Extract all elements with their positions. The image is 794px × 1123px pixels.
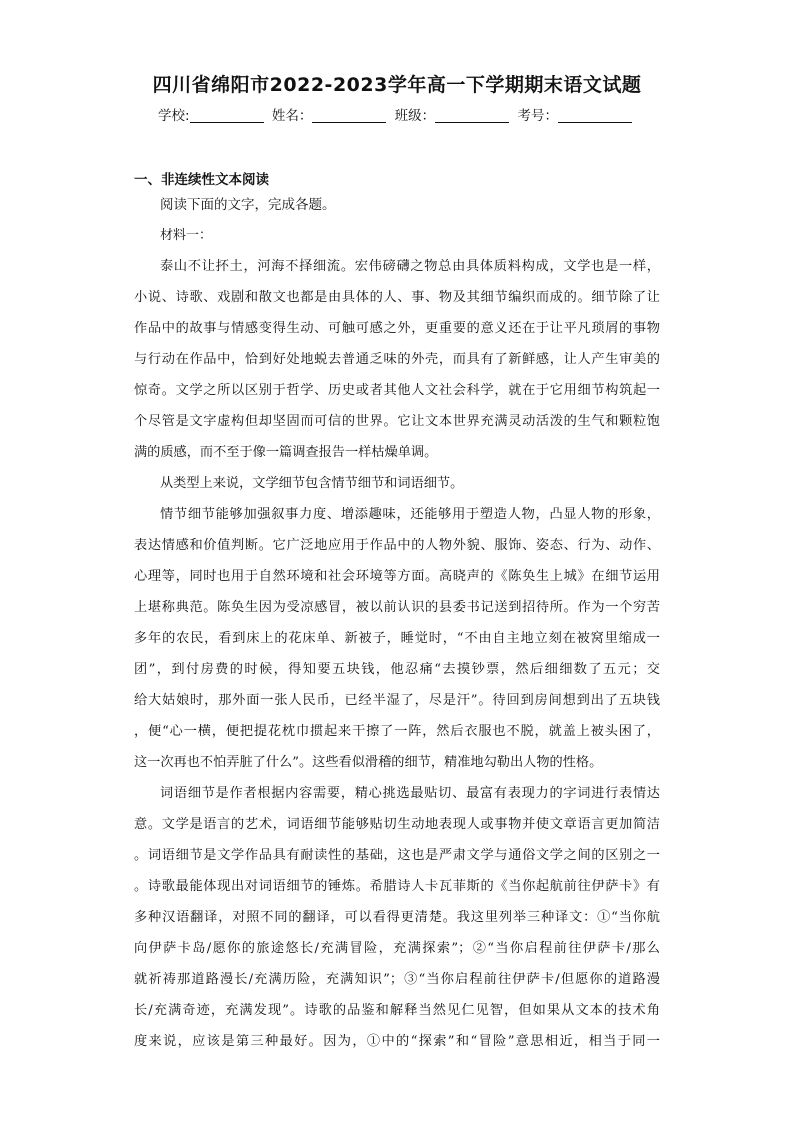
passage-line: 给大姑娘时，那外面一张人民币，已经半湿了，尽是汗”。待回到房间想到出了五块钱 bbox=[134, 693, 660, 708]
section-heading: 一、非连续性文本阅读 bbox=[134, 172, 269, 188]
passage-line: 长/充满奇迹，充满发现”。诗歌的品鉴和解释当然见仁见智，但如果从文本的技术角 bbox=[134, 1003, 660, 1018]
name-label: 姓名： bbox=[271, 108, 313, 124]
exam-number-label: 考号： bbox=[517, 108, 558, 124]
instruction-text: 阅读下面的文字，完成各题。 bbox=[160, 197, 336, 213]
passage-line: 从类型上来说，文学细节包含情节细节和词语细节。 bbox=[160, 476, 464, 491]
passage-line: 就祈祷那道路漫长/充满历险，充满知识”；③“当你启程前往伊萨卡/但愿你的道路漫 bbox=[134, 972, 660, 987]
school-label: 学校: bbox=[158, 108, 190, 124]
passage-line: 上堪称典范。陈奂生因为受凉感冒，被以前认识的县委书记送到招待所。作为一个穷苦 bbox=[134, 600, 660, 615]
passage-line: 情节细节能够加强叙事力度、增添趣味，还能够用于塑造人物，凸显人物的形象， bbox=[160, 507, 660, 522]
passage-line: 与行动在作品中，恰到好处地蜕去普通乏味的外壳，而具有了新鲜感，让人产生审美的 bbox=[134, 352, 660, 367]
passage-line: 。诗歌最能体现出对词语细节的锤炼。希腊诗人卡瓦菲斯的《当你起航前往伊萨卡》有 bbox=[134, 879, 660, 894]
class-label: 班级： bbox=[394, 108, 436, 124]
passage-line: 。词语细节是文学作品具有耐读性的基础，这也是严肃文学与通俗文学之间的区别之一 bbox=[134, 848, 660, 863]
passage-line: 个尽管是文字虚构但却坚固而可信的世界。它让文本世界充满灵动活泼的生气和颗粒饱 bbox=[134, 414, 660, 429]
passage-line: 意。文学是语言的艺术，词语细节能够贴切生动地表现人或事物并使文章语言更加简洁 bbox=[134, 817, 660, 832]
page-title: 四川省绵阳市2022-2023学年高一下学期期末语文试题 bbox=[152, 74, 642, 96]
class-blank[interactable] bbox=[435, 108, 509, 123]
passage-line: 词语细节是作者根据内容需要，精心挑选最贴切、最富有表现力的字词进行表情达 bbox=[160, 786, 660, 801]
passage-line: ，便“心一横，便把提花枕巾掼起来干擦了一阵，然后衣服也不脱，就盖上被头困了， bbox=[134, 724, 660, 739]
exam-number-blank[interactable] bbox=[558, 108, 632, 123]
passage-line: 团”，到付房费的时候，得知要五块钱，他忍痛“去摸钞票，然后细细数了五元；交 bbox=[134, 662, 660, 677]
passage-line: 这一次再也不怕弄脏了什么”。这些看似滑稽的细节，精准地勾勒出人物的性格。 bbox=[134, 755, 603, 770]
passage-body bbox=[134, 251, 660, 1057]
school-blank[interactable] bbox=[190, 108, 264, 123]
passage-line: 多年的农民，看到床上的花床单、新被子，睡觉时，“不由自主地立刻在被窝里缩成一 bbox=[134, 631, 660, 646]
passage-line: 表达情感和价值判断。它广泛地应用于作品中的人物外貌、服饰、姿态、行为、动作、 bbox=[134, 538, 660, 553]
passage-line: 泰山不让抔土，河海不择细流。宏伟磅礴之物总由具体质料构成，文学也是一样， bbox=[160, 259, 660, 274]
passage-line: 心理等，同时也用于自然环境和社会环境等方面。高晓声的《陈奂生上城》在细节运用 bbox=[134, 569, 660, 584]
passage-line: 满的质感，而不至于像一篇调查报告一样枯燥单调。 bbox=[134, 445, 438, 460]
passage-line: 度来说，应该是第三种最好。因为，①中的“探索”和“冒险”意思相近，相当于同一 bbox=[134, 1034, 660, 1049]
passage-line: 作品中的故事与情感变得生动、可触可感之外，更重要的意义还在于让平凡琐屑的事物 bbox=[134, 321, 660, 336]
material-label: 材料一： bbox=[160, 228, 213, 243]
passage-line: 向伊萨卡岛/愿你的旅途悠长/充满冒险，充满探索”；②“当你启程前往伊萨卡/那么 bbox=[134, 941, 660, 956]
name-blank[interactable] bbox=[312, 108, 386, 123]
passage-line: 多种汉语翻译，对照不同的翻译，可以看得更清楚。我这里列举三种译文：①“当你航 bbox=[134, 910, 660, 925]
student-info-line bbox=[0, 104, 794, 124]
passage-line: 惊奇。文学之所以区别于哲学、历史或者其他人文社会科学，就在于它用细节构筑起一 bbox=[134, 383, 660, 398]
passage-line: 小说、诗歌、戏剧和散文也都是由具体的人、事、物及其细节编织而成的。细节除了让 bbox=[134, 290, 660, 305]
